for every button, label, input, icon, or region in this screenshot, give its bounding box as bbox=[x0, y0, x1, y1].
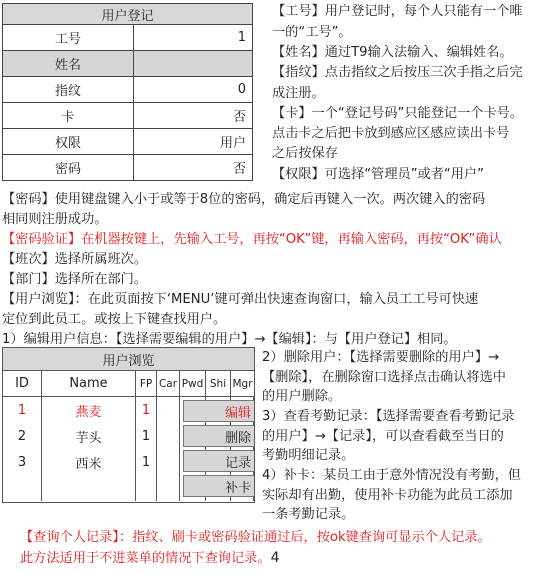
password-note: 【密码】使用键盘键入小于或等于8位的密码，确定后再键入一次。两次键入的密码 bbox=[2, 192, 486, 207]
register-title: 用户登记 bbox=[3, 4, 252, 24]
shift-note: 【班次】选择所属班次。 bbox=[2, 252, 148, 267]
col-header-pwd: Pwd bbox=[180, 371, 206, 396]
register-row-password[interactable] bbox=[3, 154, 252, 180]
col-header-fp: FP bbox=[136, 371, 157, 396]
record-button[interactable]: 记录 bbox=[183, 450, 254, 472]
register-value: 1 bbox=[237, 30, 246, 45]
edit-button[interactable]: 编辑 bbox=[183, 400, 254, 422]
fp-column bbox=[136, 397, 157, 501]
note-line: 之后按保存 bbox=[272, 146, 338, 161]
col-header-id: ID bbox=[3, 371, 42, 396]
browse-header-row bbox=[3, 371, 254, 397]
col-header-name: Name bbox=[42, 371, 136, 396]
password-verify-note: 【密码验证】在机器按键上，先输入工号，再按“OK”键，再输入密码，再按“OK”确认 bbox=[2, 232, 502, 247]
register-label: 工号 bbox=[3, 25, 134, 50]
table-row-name[interactable]: 燕麦 bbox=[75, 404, 102, 420]
register-label: 指纹 bbox=[3, 77, 134, 102]
id-column bbox=[3, 397, 42, 501]
register-row-name[interactable] bbox=[3, 50, 252, 76]
table-row-name[interactable]: 芋头 bbox=[75, 430, 102, 446]
register-value: 用户 bbox=[219, 136, 246, 151]
side-note: 实际却有出勤，使用补卡功能为此员工添加 bbox=[262, 488, 513, 503]
note-line: 一的“工号”。 bbox=[272, 25, 352, 40]
side-note: 2）删除用户：【选择需要删除的用户】→ bbox=[262, 350, 500, 365]
page-number: 4 bbox=[270, 550, 280, 566]
query-record-text: 此方法适用于不进菜单的情况下查询记录。 bbox=[20, 551, 271, 566]
table-row-id[interactable]: 2 bbox=[17, 428, 27, 444]
side-note: 【删除】，在删除窗口选择点击确认将选中 bbox=[262, 370, 506, 385]
side-note: 3）查看考勤记录：【选择需要查看考勤记录 bbox=[262, 409, 515, 424]
side-note: 的用户】→【记录】，可以查看截至当日的 bbox=[262, 429, 504, 444]
table-row-id[interactable]: 3 bbox=[17, 454, 27, 470]
department-note: 【部门】选择所在部门。 bbox=[2, 272, 148, 287]
register-label: 卡 bbox=[3, 103, 134, 128]
edit-user-note: 1）编辑用户信息：【选择需要编辑的用户】→【编辑】：与【用户登记】相同。 bbox=[2, 332, 457, 347]
register-row-id[interactable] bbox=[3, 24, 252, 50]
side-note: 考勤明细记录。 bbox=[262, 448, 355, 463]
note-line: 点击卡之后把卡放到感应区感应读出卡号 bbox=[272, 126, 510, 141]
register-value bbox=[134, 51, 252, 76]
table-row-fp[interactable]: 1 bbox=[141, 402, 151, 418]
side-note: 一条考勤记录。 bbox=[262, 507, 355, 522]
register-value: 否 bbox=[232, 162, 246, 177]
browse-title: 用户浏览 bbox=[3, 348, 254, 371]
note-line: 【权限】可选择“管理员”或者“用户” bbox=[272, 167, 484, 182]
delete-button[interactable]: 删除 bbox=[183, 425, 254, 447]
note-line: 成注册。 bbox=[272, 86, 325, 101]
note-line: 【工号】用户登记时，每个人只能有一个唯 bbox=[272, 4, 523, 19]
table-row-name[interactable]: 西米 bbox=[75, 456, 102, 472]
browse-note: 【用户浏览】：在此页面按下‘MENU’键可弹出快速查询窗口，输入员工工号可快速 bbox=[2, 292, 479, 307]
user-register-table bbox=[2, 3, 253, 181]
user-browse-table bbox=[2, 347, 255, 503]
register-row-fingerprint[interactable] bbox=[3, 76, 252, 102]
col-header-mgr: Mgr bbox=[232, 377, 253, 390]
car-column bbox=[157, 397, 180, 501]
register-row-permission[interactable] bbox=[3, 128, 252, 154]
note-line: 【卡】一个“登记号码”只能登记一个卡号。 bbox=[272, 106, 524, 121]
col-header-car: Car bbox=[157, 371, 180, 396]
name-column bbox=[42, 397, 136, 501]
side-note: 的用户删除。 bbox=[262, 389, 342, 404]
register-value: 否 bbox=[232, 110, 246, 125]
note-line: 【指纹】点击指纹之后按压三次手指之后完 bbox=[272, 65, 523, 80]
fill-card-button[interactable]: 补卡 bbox=[183, 475, 254, 497]
register-value: 0 bbox=[237, 82, 246, 97]
table-row-fp[interactable]: 1 bbox=[141, 454, 151, 470]
table-row-fp[interactable]: 1 bbox=[141, 428, 151, 444]
query-record-note-cont bbox=[20, 547, 279, 570]
side-note: 4）补卡：某员工由于意外情况没有考勤，但 bbox=[262, 468, 521, 483]
register-label: 姓名 bbox=[3, 51, 134, 76]
col-header-shi: Shi bbox=[206, 371, 231, 396]
password-note-cont: 相同则注册成功。 bbox=[2, 212, 108, 227]
note-line: 【姓名】通过T9输入法输入、编辑姓名。 bbox=[272, 45, 513, 60]
table-row-id[interactable]: 1 bbox=[17, 402, 27, 418]
browse-note-cont: 定位到此员工。或按上下键查找用户。 bbox=[2, 312, 227, 327]
register-label: 密码 bbox=[3, 155, 134, 180]
register-label: 权限 bbox=[3, 129, 134, 154]
browse-body bbox=[3, 397, 254, 501]
register-row-card[interactable] bbox=[3, 102, 252, 128]
query-record-note: 【查询个人记录】：指纹、刷卡或密码验证通过后，按ok键查询可显示个人记录。 bbox=[20, 530, 491, 545]
